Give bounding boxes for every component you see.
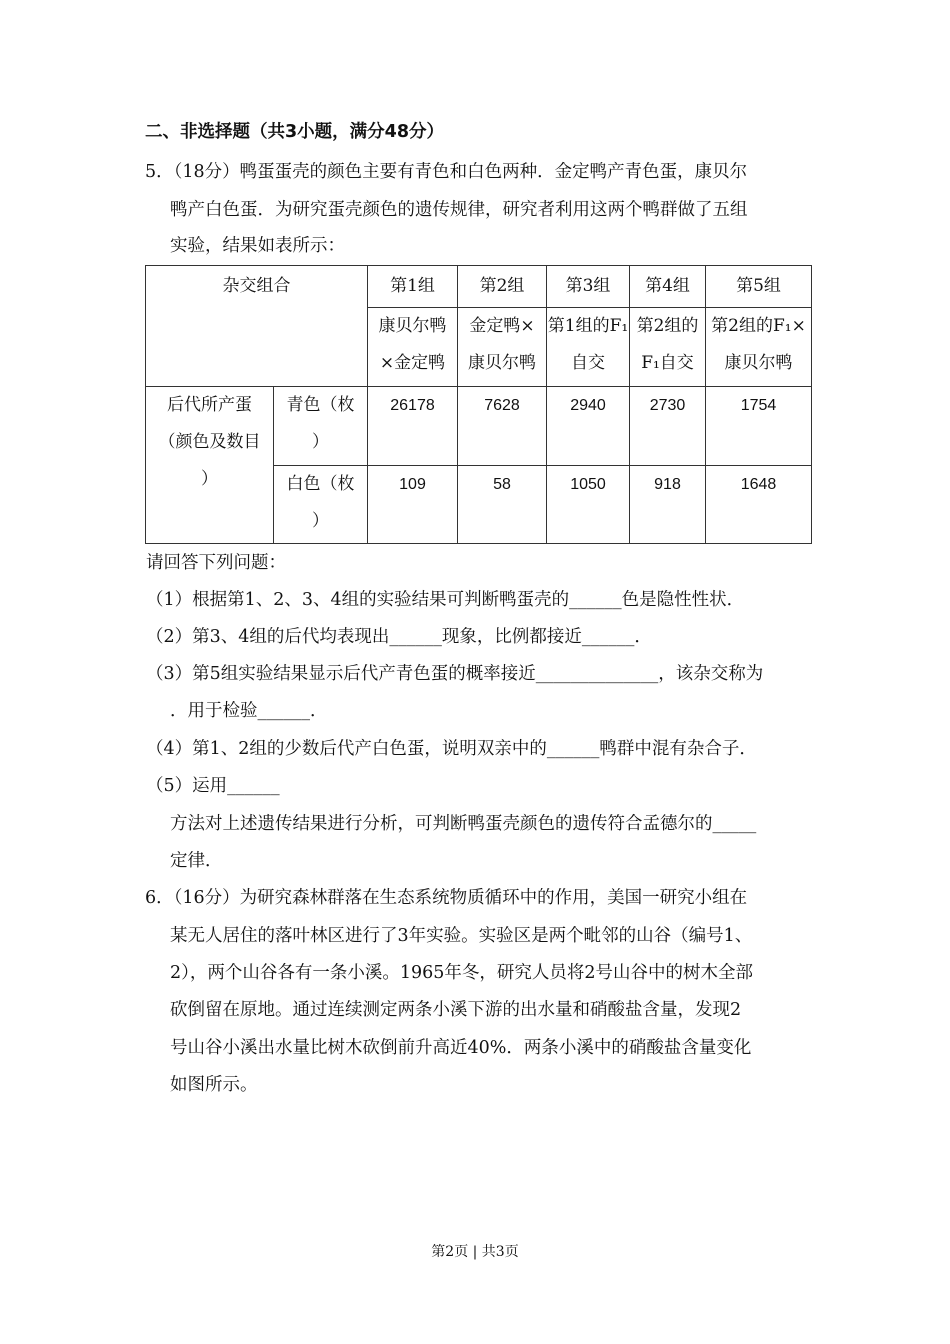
group-header-4: 第4组 [630,266,706,308]
q5-line-1: 5．（18分）鸭蛋蛋壳的颜色主要有青色和白色两种．金定鸭产青色蛋，康贝尔 [145,162,748,182]
table-corner-label: 杂交组合 [222,276,291,296]
white-value-4: 918 [630,466,706,544]
q5-sub-1: （1）根据第1、2、3、4组的实验结果可判断鸭蛋壳的______色是隐性性状． [146,590,745,610]
q6-line-3: 2），两个山谷各有一条小溪。1965年冬，研究人员将2号山谷中的树木全部 [170,963,754,983]
q5-sub-5: （5）运用______ [146,776,280,796]
q5-sub-3-cont: ．用于检验______． [170,701,328,721]
green-value-5: 1754 [706,387,812,466]
white-value-3: 1050 [547,466,630,544]
green-label-cell: 青色（枚 ） [274,387,368,466]
q5-sub-3: （3）第5组实验结果显示后代产青色蛋的概率接近______________，该杂交称为 [146,664,764,684]
q6-line-1: 6．（16分）为研究森林群落在生态系统物质循环中的作用，美国一研究小组在 [145,888,748,908]
green-value-1: 26178 [368,387,458,466]
table-row-green [146,387,812,466]
cross-cell-1: 康贝尔鸭 ×金定鸭 [368,308,458,387]
white-label-cell: 白色（枚 ） [274,466,368,544]
offspring-header-cell: 后代所产蛋 （颜色及数目 ） [146,387,274,544]
table-corner-cell [146,266,368,387]
cross-cell-2: 金定鸭× 康贝尔鸭 [458,308,547,387]
q5-sub-4: （4）第1、2组的少数后代产白色蛋，说明双亲中的______鸭群中混有杂合子． [146,739,757,759]
cross-cell-4: 第2组的 F₁自交 [630,308,706,387]
q5-sub-2: （2）第3、4组的后代均表现出______现象，比例都接近______． [146,627,652,647]
q5-line-3: 实验，结果如表所示： [170,236,345,256]
q5-prompt: 请回答下列问题： [146,553,286,573]
q6-line-5: 号山谷小溪出水量比树木砍倒前升高近40%．两条小溪中的硝酸盐含量变化 [170,1038,752,1058]
cross-results-table [145,265,812,544]
section-title: 二、非选择题（共3小题，满分48分） [145,122,445,142]
q5-sub-5-end: 定律． [170,851,223,871]
white-value-2: 58 [458,466,547,544]
group-header-3: 第3组 [547,266,630,308]
green-value-3: 2940 [547,387,630,466]
green-value-2: 7628 [458,387,547,466]
table-header-row [146,266,812,308]
q6-line-6: 如图所示。 [170,1075,258,1095]
group-header-5: 第5组 [706,266,812,308]
white-value-1: 109 [368,466,458,544]
green-value-4: 2730 [630,387,706,466]
group-header-2: 第2组 [458,266,547,308]
q6-line-2: 某无人居住的落叶林区进行了3年实验。实验区是两个毗邻的山谷（编号1、 [170,926,753,946]
group-header-1: 第1组 [368,266,458,308]
cross-cell-5: 第2组的F₁× 康贝尔鸭 [706,308,812,387]
q6-line-4: 砍倒留在原地。通过连续测定两条小溪下游的出水量和硝酸盐含量，发现2 [170,1000,742,1020]
page-footer: 第2页 | 共3页 [431,1244,519,1260]
cross-cell-3: 第1组的F₁ 自交 [547,308,630,387]
white-value-5: 1648 [706,466,812,544]
q5-line-2: 鸭产白色蛋．为研究蛋壳颜色的遗传规律，研究者利用这两个鸭群做了五组 [170,200,748,220]
q5-sub-5-cont: 方法对上述遗传结果进行分析，可判断鸭蛋壳颜色的遗传符合孟德尔的_____ [170,814,757,834]
